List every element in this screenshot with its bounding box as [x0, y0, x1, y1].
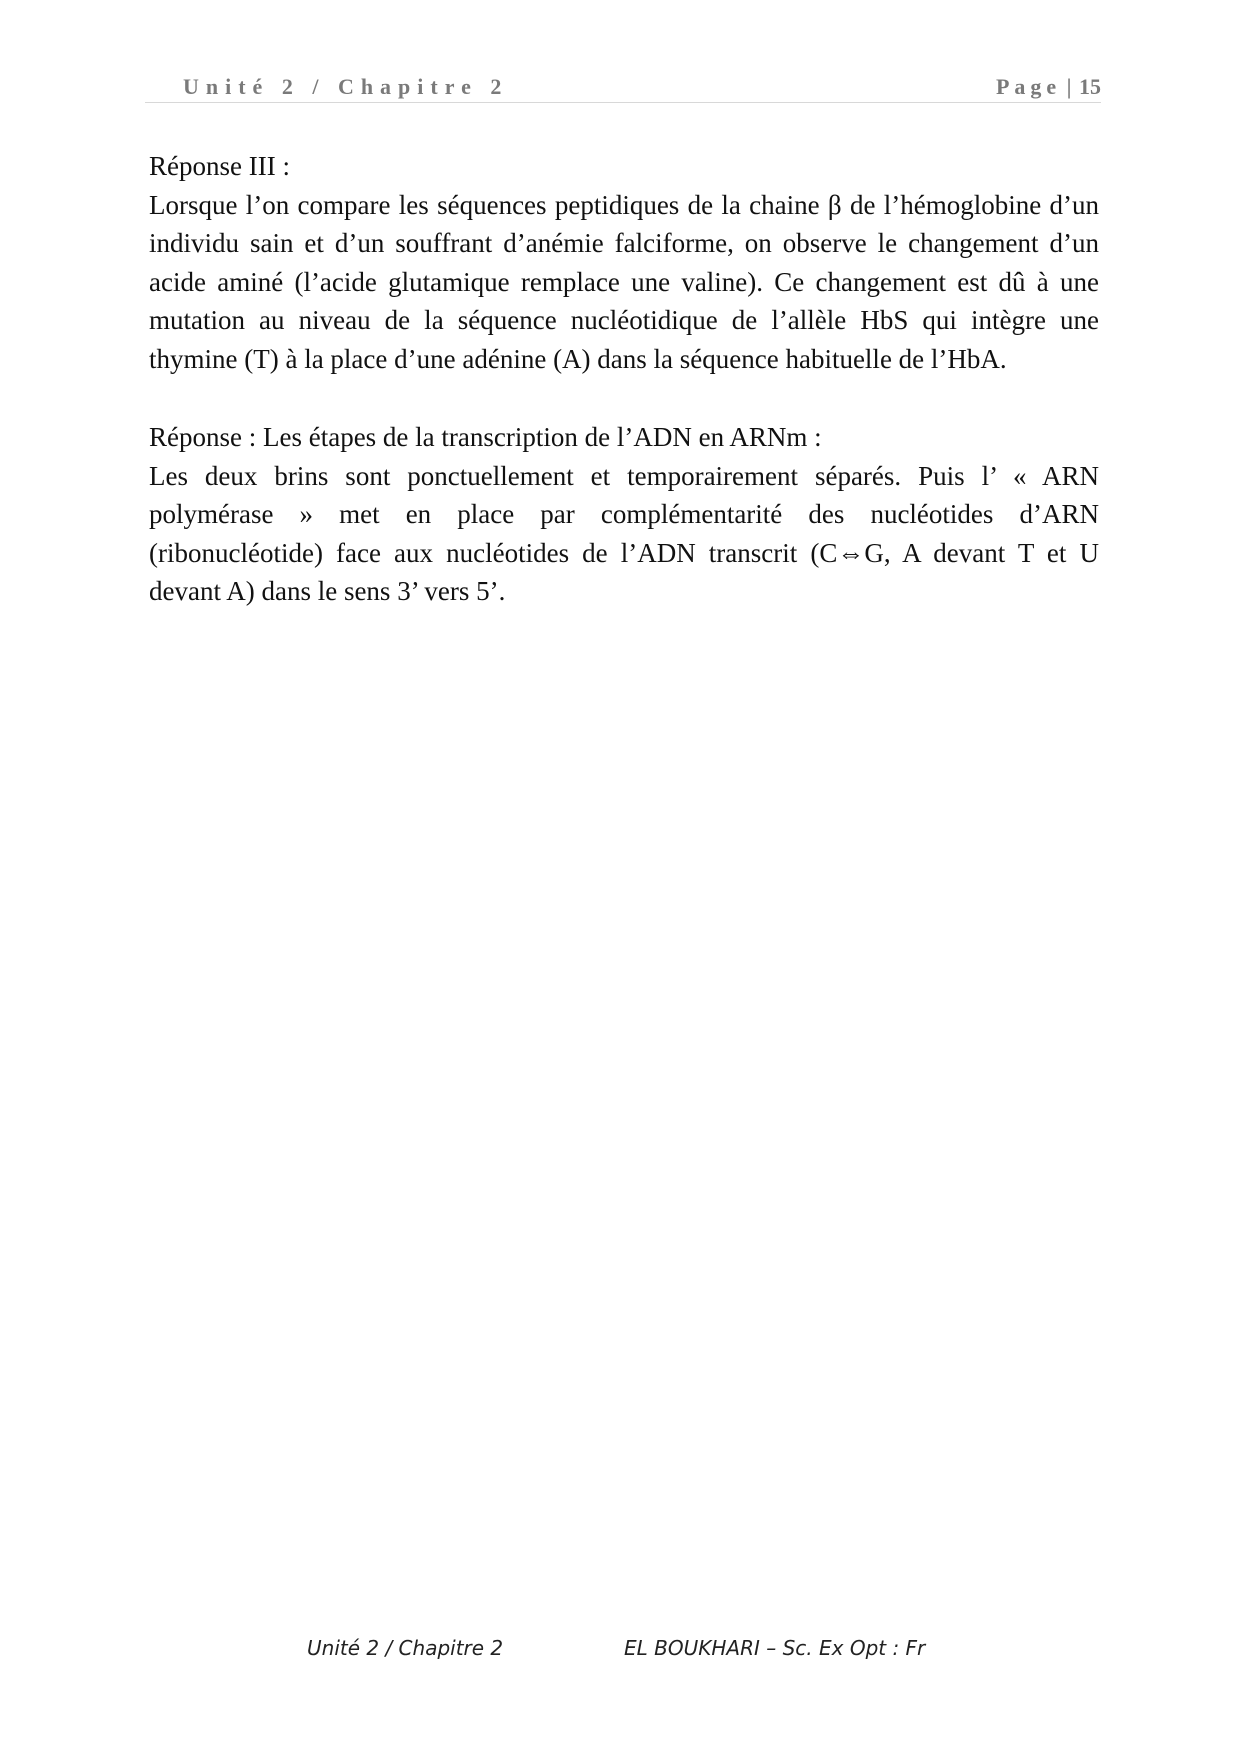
answer-transcription-paragraph: Les deux brins sont ponctuellement et temporairement séparés. Puis l’ « ARN polymérase » met en place par complémentarité des nucléotides d’ARN (ribonucléotide) face aux nucléotides de l’ADN transcrit (C⇔G, A devant T et U devant A) dans le sens 3’ vers 5’.: [149, 460, 1099, 606]
paragraph-spacer: [149, 378, 1099, 418]
header-separator: |: [1066, 74, 1072, 99]
page-header: [145, 72, 1101, 103]
header-page-label: Page: [995, 74, 1062, 99]
header-chapter-title: Unité 2 / Chapitre 2: [183, 74, 509, 99]
answer-iii-title: Réponse III :: [149, 151, 290, 181]
header-page-number: 15: [1079, 74, 1101, 99]
footer-chapter-title: Unité 2 / Chapitre 2: [307, 1636, 504, 1660]
answer-transcription-title: Réponse : Les étapes de la transcription de l’ADN en ARNm :: [149, 422, 822, 452]
answer-iii-paragraph: Lorsque l’on compare les séquences peptidiques de la chaine β de l’hémoglobine d’un individu sain et d’un souffrant d’anémie falciforme, on observe le changement d’un acide aminé (l’acide glutamique remplace une valine). Ce changement est dû à une mutation au niveau de la séquence nucléotidique de l’allèle HbS qui intègre une thymine (T) à la place d’une adénine (A) dans la séquence habituelle de l’HbA.: [149, 189, 1099, 374]
footer-author: EL BOUKHARI – Sc. Ex Opt : Fr: [624, 1636, 926, 1660]
page-body: [149, 147, 1099, 611]
header-page-indicator: [996, 74, 1101, 100]
page-footer: [0, 1632, 1240, 1668]
